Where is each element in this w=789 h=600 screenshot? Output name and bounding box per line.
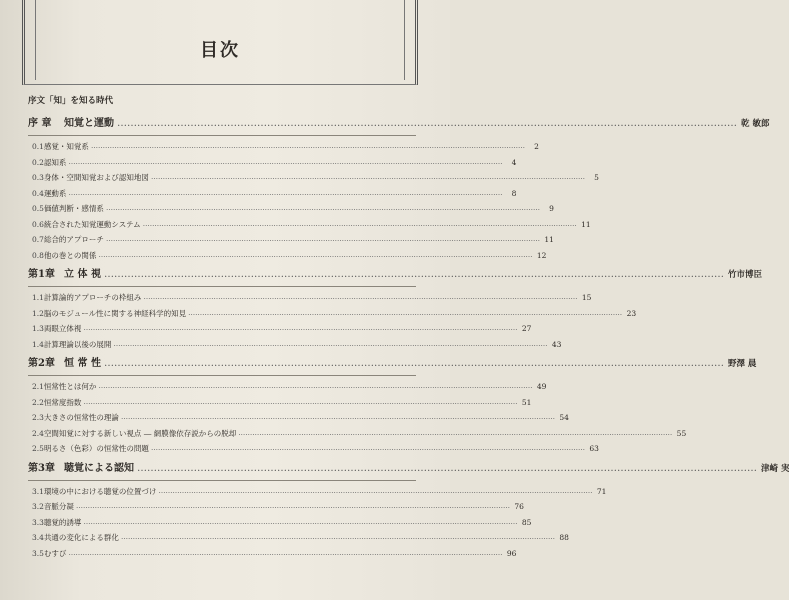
section-page: 76 xyxy=(514,502,524,511)
chapter-title: 聴覚による認知 xyxy=(64,462,134,474)
chapter-rule xyxy=(28,135,416,136)
section-page: 5 xyxy=(594,173,599,182)
section-title: 恒常度指数 xyxy=(43,397,82,407)
section-page: 51 xyxy=(521,397,532,407)
section-entry xyxy=(28,530,569,546)
leader-dots: …………………………………………………………………………………………………………………………………………………………………… xyxy=(98,382,533,390)
section-number: 3.2 xyxy=(32,502,44,511)
leader-dots: …………………………………………………………………………………………………………………………………………………………………… xyxy=(120,413,555,421)
section-number: 0.5 xyxy=(32,204,44,213)
section-page: 11 xyxy=(581,219,591,229)
section-page: 88 xyxy=(559,533,569,542)
leader-dots: …………………………………………………………………………………………………………………………………………………………………… xyxy=(238,428,673,437)
section-number: 3.3 xyxy=(32,517,44,527)
section-page: 12 xyxy=(536,250,547,260)
section-title: 総合的アプローチ xyxy=(43,235,104,244)
preface-entry: 序文「知」を知る時代 xyxy=(28,96,114,106)
section-entry xyxy=(28,441,599,457)
section-number: 3.5 xyxy=(32,548,44,558)
leader-dots: …………………………………………………………………………………………………………………………………………………………………… xyxy=(150,173,585,181)
chapter-block xyxy=(28,116,770,267)
section-entry xyxy=(28,290,592,306)
section-page: 54 xyxy=(559,413,569,422)
chapter-number: 第2章 xyxy=(28,358,55,369)
section-page: 49 xyxy=(536,382,547,391)
section-page: 71 xyxy=(596,486,607,496)
chapter-list xyxy=(28,116,789,565)
leader-dots: …………………………………………………………………………………………………………………………………………………………………… xyxy=(158,486,593,495)
page-title: 目次 xyxy=(200,40,240,61)
section-number: 2.1 xyxy=(32,382,44,391)
leader-dots: …………………………………………………………………………………………………………………………………………………………………… xyxy=(143,293,578,301)
section-entry xyxy=(28,232,554,248)
section-title: 環境の中における聴覚の位置づけ xyxy=(43,486,157,496)
chapter-heading xyxy=(28,116,770,132)
leader-dots: …………………………………………………………………………………………………………………………………………………………………… xyxy=(98,250,533,259)
leader-dots: …………………………………………………………………………………………………………………………………………………………………… xyxy=(90,142,525,150)
section-number: 2.4 xyxy=(32,428,44,438)
section-entry xyxy=(28,306,637,322)
chapter-title: 立 体 視 xyxy=(64,269,101,280)
chapter-heading xyxy=(28,461,789,477)
leader-dots: …………………………………………………………………………………………………………………………………………………………………… xyxy=(68,188,503,197)
section-title: 空間知覚に対する新しい視点 ― 網膜像依存説からの脱却 xyxy=(43,428,237,438)
section-title: 脳のモジュール性に関する神経科学的知見 xyxy=(43,308,187,318)
section-title: 大きさの恒常性の理論 xyxy=(43,413,119,422)
chapter-number: 序 章 xyxy=(28,118,52,129)
section-title: 感覚・知覚系 xyxy=(43,142,89,151)
leader-dots: …………………………………………………………………………………………………………………………………………………………………… xyxy=(137,462,757,474)
leader-dots: …………………………………………………………………………………………………………………………………………………………………… xyxy=(120,533,555,541)
leader-dots: …………………………………………………………………………………………………………………………………………………………………… xyxy=(68,157,503,166)
section-title: 共通の変化による群化 xyxy=(43,533,119,542)
chapter-author: 竹市博臣 xyxy=(727,270,762,280)
section-page: 2 xyxy=(534,142,539,151)
section-entry xyxy=(28,515,532,531)
section-page: 43 xyxy=(551,339,562,349)
section-entry xyxy=(28,426,687,442)
chapter-author: 津崎 実 xyxy=(761,463,789,474)
section-entry xyxy=(28,379,547,395)
chapter-author: 野澤 晨 xyxy=(727,359,757,369)
section-number: 3.1 xyxy=(32,486,44,496)
section-title: 両眼立体視 xyxy=(43,324,82,333)
section-entry xyxy=(28,410,569,426)
leader-dots: …………………………………………………………………………………………………………………………………………………………………… xyxy=(142,219,577,228)
section-number: 1.4 xyxy=(32,339,44,349)
chapter-number: 第1章 xyxy=(28,269,55,280)
section-entry xyxy=(28,321,532,337)
table-of-contents xyxy=(28,94,789,565)
section-page: 63 xyxy=(589,444,599,453)
section-title: 価値判断・感情系 xyxy=(43,204,104,213)
section-number: 0.1 xyxy=(32,142,44,151)
chapter-number: 第3章 xyxy=(28,462,55,474)
section-number: 0.8 xyxy=(32,250,44,260)
section-entry xyxy=(28,170,599,186)
section-number: 1.3 xyxy=(32,324,44,333)
chapter-block xyxy=(28,461,789,566)
leader-dots: …………………………………………………………………………………………………………………………………………………………………… xyxy=(188,308,623,317)
block-spacer xyxy=(28,561,416,565)
section-title: 計算理論以後の展開 xyxy=(43,339,112,349)
section-page: 9 xyxy=(549,204,554,213)
leader-dots: …………………………………………………………………………………………………………………………………………………………………… xyxy=(103,269,724,280)
section-number: 1.2 xyxy=(32,308,44,318)
section-number: 2.2 xyxy=(32,397,44,407)
chapter-block xyxy=(28,356,757,461)
section-number: 3.4 xyxy=(32,533,44,542)
section-number: 2.5 xyxy=(32,444,44,453)
section-entry xyxy=(28,484,607,500)
title-frame xyxy=(22,0,418,85)
section-title: むすび xyxy=(43,548,67,558)
section-title: 身体・空間知覚および認知地図 xyxy=(43,173,149,182)
section-entry xyxy=(28,155,517,171)
chapter-title: 知覚と運動 xyxy=(64,118,114,129)
leader-dots: …………………………………………………………………………………………………………………………………………………………………… xyxy=(103,358,724,369)
leader-dots: …………………………………………………………………………………………………………………………………………………………………… xyxy=(105,204,540,212)
section-entry xyxy=(28,395,532,411)
leader-dots: …………………………………………………………………………………………………………………………………………………………………… xyxy=(117,118,737,129)
section-entry xyxy=(28,337,562,353)
chapter-author: 乾 敏郎 xyxy=(741,119,770,129)
section-number: 0.3 xyxy=(32,173,44,182)
section-number: 0.4 xyxy=(32,188,44,198)
section-page: 55 xyxy=(676,428,687,438)
section-title: 計算論的アプローチの枠組み xyxy=(43,293,142,302)
section-title: 聴覚的誘導 xyxy=(43,517,82,527)
leader-dots: …………………………………………………………………………………………………………………………………………………………………… xyxy=(105,235,540,243)
chapter-rule xyxy=(28,375,416,376)
section-entry xyxy=(28,201,554,217)
section-title: 明るさ（色彩）の恒常性の問題 xyxy=(43,444,149,453)
section-number: 0.6 xyxy=(32,219,44,229)
section-page: 15 xyxy=(581,293,592,302)
leader-dots: …………………………………………………………………………………………………………………………………………………………………… xyxy=(68,548,503,557)
leader-dots: …………………………………………………………………………………………………………………………………………………………………… xyxy=(75,502,510,510)
leader-dots: …………………………………………………………………………………………………………………………………………………………………… xyxy=(83,324,518,332)
section-entry xyxy=(28,139,539,155)
section-entry xyxy=(28,217,591,233)
leader-dots: …………………………………………………………………………………………………………………………………………………………………… xyxy=(83,397,518,406)
leader-dots: …………………………………………………………………………………………………………………………………………………………………… xyxy=(113,339,548,348)
chapter-title: 恒 常 性 xyxy=(64,358,101,369)
section-number: 0.2 xyxy=(32,157,44,167)
section-number: 2.3 xyxy=(32,413,44,422)
chapter-block xyxy=(28,267,762,356)
chapter-rule xyxy=(28,286,416,287)
chapter-rule xyxy=(28,480,416,481)
section-title: 音脈分凝 xyxy=(43,502,74,511)
leader-dots: …………………………………………………………………………………………………………………………………………………………………… xyxy=(83,517,518,526)
section-page: 85 xyxy=(521,517,532,527)
section-entry xyxy=(28,546,517,562)
section-number: 0.7 xyxy=(32,235,44,244)
leader-dots: …………………………………………………………………………………………………………………………………………………………………… xyxy=(150,444,585,452)
section-title: 統合された知覚運動システム xyxy=(43,219,141,229)
section-page: 27 xyxy=(521,324,532,333)
section-page: 96 xyxy=(506,548,517,558)
section-page: 11 xyxy=(544,235,554,244)
section-title: 認知系 xyxy=(43,157,67,167)
section-entry xyxy=(28,248,547,264)
section-entry xyxy=(28,499,524,515)
section-title: 他の巻との関係 xyxy=(43,250,97,260)
section-number: 1.1 xyxy=(32,293,44,302)
section-title: 恒常性とは何か xyxy=(43,382,97,391)
section-entry xyxy=(28,186,517,202)
section-page: 4 xyxy=(511,157,517,167)
section-page: 23 xyxy=(626,308,637,318)
chapter-heading xyxy=(28,356,757,372)
section-page: 8 xyxy=(511,188,517,198)
section-title: 運動系 xyxy=(43,188,67,198)
chapter-heading xyxy=(28,267,762,283)
